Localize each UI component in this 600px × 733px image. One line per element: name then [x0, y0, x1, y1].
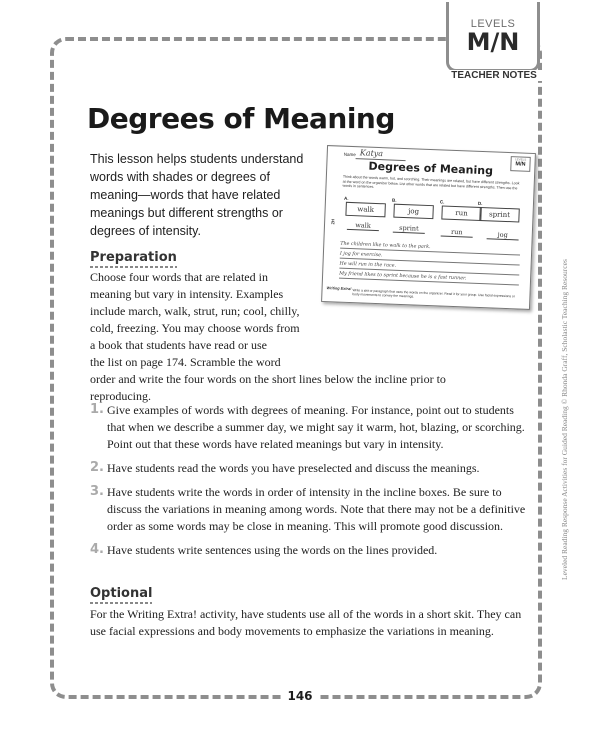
thumb-level-value: M/N	[515, 161, 526, 168]
step-text: Have students write sentences using the words on the lines provided.	[107, 543, 438, 557]
thumb-box-letter: C.	[439, 199, 445, 205]
copyright-notice: Leveled Reading Response Activities for Guided Reading © Rhonda Graff, Scholastic Teaching Resources	[560, 259, 569, 580]
thumb-name-value: Katya	[359, 148, 384, 159]
thumb-title: Degrees of Meaning	[368, 159, 494, 178]
step-number: 1.	[90, 402, 104, 417]
thumb-word-box: sprint	[479, 207, 520, 223]
steps-list	[90, 402, 530, 566]
step-item	[90, 402, 530, 453]
step-item	[90, 484, 530, 535]
step-number: 3.	[90, 484, 104, 499]
thumb-incline-word: walk	[347, 222, 379, 231]
thumb-side-label: ZH	[330, 219, 336, 225]
preparation-line: cold, freezing. You may choose words from	[90, 321, 300, 335]
thumb-name-label: Name	[343, 151, 356, 158]
thumb-box-letter: A.	[343, 195, 349, 201]
preparation-line: include march, walk, strut, run; cool, chilly,	[90, 304, 300, 318]
thumb-sentence-line: I jog for exercise.	[340, 251, 520, 266]
worksheet-thumbnail	[321, 145, 536, 310]
thumb-sentence-line: He will run in the race.	[339, 261, 519, 276]
preparation-line: meaning but vary in intensity. Examples	[90, 287, 284, 301]
thumb-level-label: LEVELS	[514, 157, 527, 162]
step-number: 2.	[90, 460, 104, 475]
thumb-word-box: walk	[345, 202, 386, 218]
preparation-line: the list on page 174. Scramble the word	[90, 355, 281, 369]
level-tab	[446, 2, 540, 72]
thumb-incline-word: jog	[487, 231, 519, 240]
thumb-instructions: Think about the words warm, hot, and scorching. Their meanings are related, but have different strengths. Look at the word on the organizer below. List other words that are related but have different strengths. Then use the words in sentences.	[342, 174, 520, 190]
level-label: LEVELS	[470, 18, 516, 30]
thumb-word-box: jog	[393, 204, 434, 220]
preparation-line: reproducing.	[90, 389, 151, 403]
page-title: Degrees of Meaning	[87, 102, 395, 135]
thumb-writing-extra-text: Write a skit or paragraph that uses the words on the organizer. Read it for your group. Use facial expressions or body movements to convey the meanings.	[352, 288, 515, 299]
preparation-heading: Preparation	[90, 250, 177, 268]
page-number: 146	[282, 689, 318, 703]
thumb-box-letter: B.	[391, 197, 397, 203]
thumb-writing-extra-badge: Writing Extra!	[326, 286, 352, 292]
teacher-notes-label: TEACHER NOTES	[440, 70, 548, 81]
preparation-line: order and write the four words on the short lines below the incline prior to	[90, 372, 446, 386]
step-text: Give examples of words with degrees of meaning. For instance, point out to students that when we describe a summer day, we might say it warm, hot, blazing, or scorching. Point out that these words have related meanings but vary in intensity.	[107, 403, 525, 451]
step-item	[90, 542, 530, 559]
optional-text: For the Writing Extra! activity, have students use all of the words in a short skit. They can use facial expressions and body movements to emphasize the variations in meaning.	[90, 607, 522, 638]
step-item	[90, 460, 530, 477]
preparation-line: a book that students have read or use	[90, 338, 267, 352]
thumb-word-box: run	[441, 205, 482, 221]
step-number: 4.	[90, 542, 104, 557]
thumb-incline-word: run	[441, 228, 473, 237]
thumb-sentence-line: The children like to walk to the park.	[340, 241, 520, 256]
thumb-incline-word: sprint	[393, 225, 425, 234]
step-text: Have students read the words you have preselected and discuss the meanings.	[107, 461, 480, 475]
preparation-line: Choose four words that are related in	[90, 270, 268, 284]
intro-paragraph: This lesson helps students understand words with shades or degrees of meaning—words that have related meanings but different strengths or degrees of intensity.	[90, 152, 304, 238]
level-value: M/N	[466, 28, 520, 56]
thumb-box-letter: D.	[477, 200, 483, 207]
step-text: Have students write the words in order of intensity in the incline boxes. Be sure to discuss the variations in meaning among words. Note that there may not be a definitive order as some words may be close in meaning. This will promote good discussion.	[107, 485, 526, 533]
thumb-sentence-line: My friend likes to sprint because he is a fast runner.	[339, 271, 519, 286]
optional-heading: Optional	[90, 586, 152, 604]
